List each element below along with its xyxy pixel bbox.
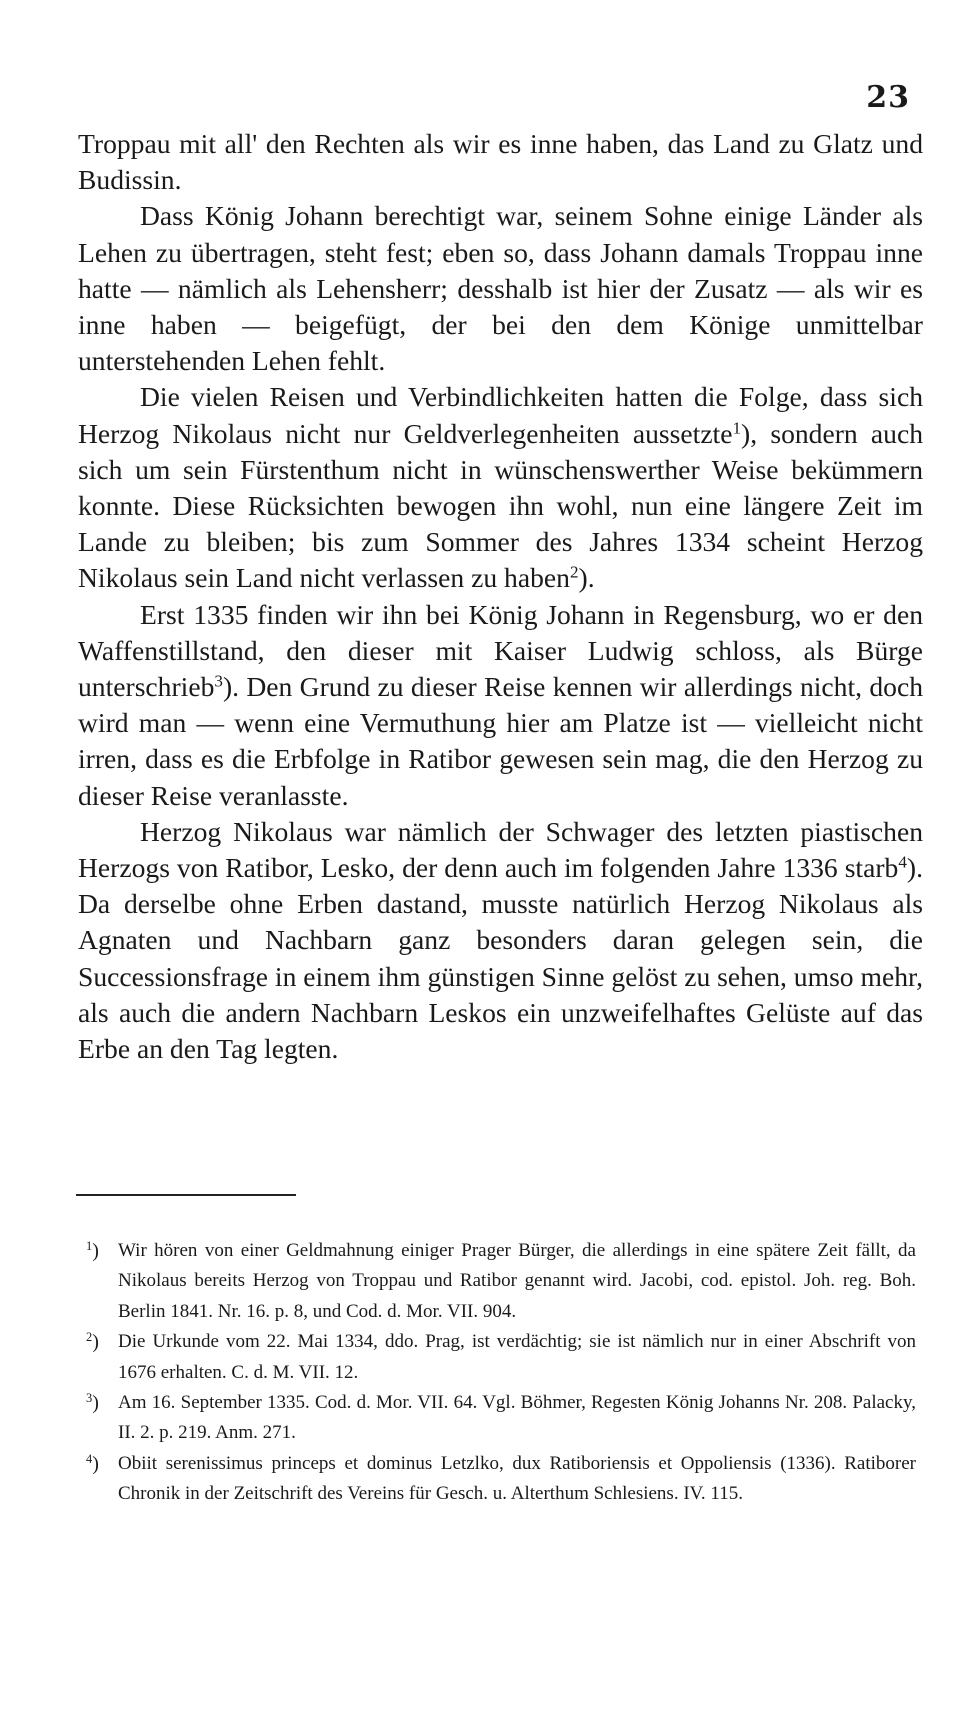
- paragraph-3-text-b: ), sondern auch sich um sein Fürstenthum nicht in wünschenswerther Weise bekümmern konnte. Diese Rücksichten bewogen ihn wohl, nun eine längere Zeit im Lande zu bleiben; bis zum Sommer des Jahres 1334 scheint Herzog Nikolaus sein Land nicht verlassen zu haben: [78, 417, 923, 594]
- footnote-mark-2: $^2$): [86, 1330, 99, 1354]
- footnote-1: [86, 1236, 916, 1327]
- body-text: [78, 126, 923, 1067]
- footnote-mark-3: $^3$): [86, 1391, 99, 1415]
- paragraph-2: Dass König Johann berechtigt war, seinem Sohne einige Länder als Lehen zu übertragen, steht fest; eben so, dass Johann damals Troppau inne hatte — nämlich als Lehensherr; desshalb ist hier der Zusatz — als wir es inne haben — beigefügt, der bei den dem Könige unmittelbar unterstehenden Lehen fehlt.: [78, 200, 923, 377]
- footnote-3: [86, 1388, 916, 1449]
- footnote-number-2: 2: [86, 1330, 93, 1345]
- footnote-number-3: 3: [86, 1391, 93, 1406]
- page-number: 23: [866, 80, 910, 115]
- paragraph-4: [78, 597, 923, 814]
- paragraph-5-text-a: Herzog Nikolaus war nämlich der Schwager des letzten piastischen Herzogs von Ratibor, Lesko, der denn auch im folgenden Jahre 1336 starb: [78, 815, 923, 884]
- footnotes: [86, 1236, 916, 1510]
- paragraph-3-text-a: Die vielen Reisen und Verbindlichkeiten hatten die Folge, dass sich Herzog Nikolaus nicht nur Geldverlegenheiten aussetzte: [78, 381, 923, 449]
- footnote-2: [86, 1327, 916, 1388]
- paragraph-5-text-b: ). Da derselbe ohne Erben dastand, musste natürlich Herzog Nikolaus als Agnaten und Nachbarn ganz besonders daran gelegen sein, die Successionsfrage in einem ihm günstigen Sinne gelöst zu sehen, umso mehr, als auch die andern Nachbarn Leskos ein unzweifelhaftes Gelüste auf das Erbe an den Tag legten.: [78, 852, 923, 1065]
- footnote-ref-4[interactable]: 4: [898, 852, 907, 872]
- footnote-text-3: Am 16. September 1335. Cod. d. Mor. VII. 64. Vgl. Böhmer, Regesten König Johanns Nr. 208. Palacky, II. 2. p. 219. Anm. 271.: [118, 1392, 916, 1444]
- footnote-4: [86, 1449, 916, 1510]
- paragraph-3: [78, 379, 923, 596]
- footnote-text-4: Obiit serenissimus princeps et dominus Letzlko, dux Ratiboriensis et Oppoliensis (1336). Ratiborer Chronik in der Zeitschrift des Vereins für Gesch. u. Alterthum Schlesiens. IV. 115.: [118, 1452, 916, 1505]
- footnote-ref-3[interactable]: 3: [214, 671, 223, 691]
- footnote-divider: [76, 1194, 296, 1196]
- footnote-mark-4: $^4$): [86, 1452, 99, 1475]
- paragraph-4-text-a: Erst 1335 finden wir ihn bei König Johann in Regensburg, wo er den Waffenstillstand, den dieser mit Kaiser Ludwig schloss, als Bürge unterschrieb: [78, 598, 923, 703]
- footnote-ref-1[interactable]: 1: [732, 418, 742, 438]
- footnote-number-4: 4: [86, 1452, 93, 1467]
- footnote-ref-2[interactable]: 2: [569, 563, 579, 583]
- footnote-text-1: Wir hören von einer Geldmahnung einiger Prager Bürger, die allerdings in eine spätere Zeit fällt, da Nikolaus bereits Herzog von Troppau und Ratibor genannt wird. Jacobi, cod. epistol. Joh. reg. Boh. Berlin 1841. Nr. 16. p. 8, und Cod. d. Mor. VII. 904.: [118, 1240, 916, 1322]
- paragraph-1: Troppau mit all' den Rechten als wir es inne haben, das Land zu Glatz und Budissin.: [78, 128, 923, 196]
- paragraph-4-text-b: ). Den Grund zu dieser Reise kennen wir allerdings nicht, doch wird man — wenn eine Vermuthung hier am Platze ist — vielleicht nicht irren, dass es die Erbfolge in Ratibor gewesen sein mag, die den Herzog zu dieser Reise veranlasste.: [78, 671, 923, 811]
- footnote-text-2: Die Urkunde vom 22. Mai 1334, ddo. Prag, ist verdächtig; sie ist nämlich nur in einer Abschrift von 1676 erhalten. C. d. M. VII. 12.: [118, 1331, 916, 1383]
- paragraph-3-text-c: ).: [578, 562, 595, 594]
- footnote-number-1: 1: [86, 1239, 93, 1254]
- paragraph-5: [78, 814, 923, 1067]
- footnote-mark-1: $^1$): [86, 1239, 99, 1262]
